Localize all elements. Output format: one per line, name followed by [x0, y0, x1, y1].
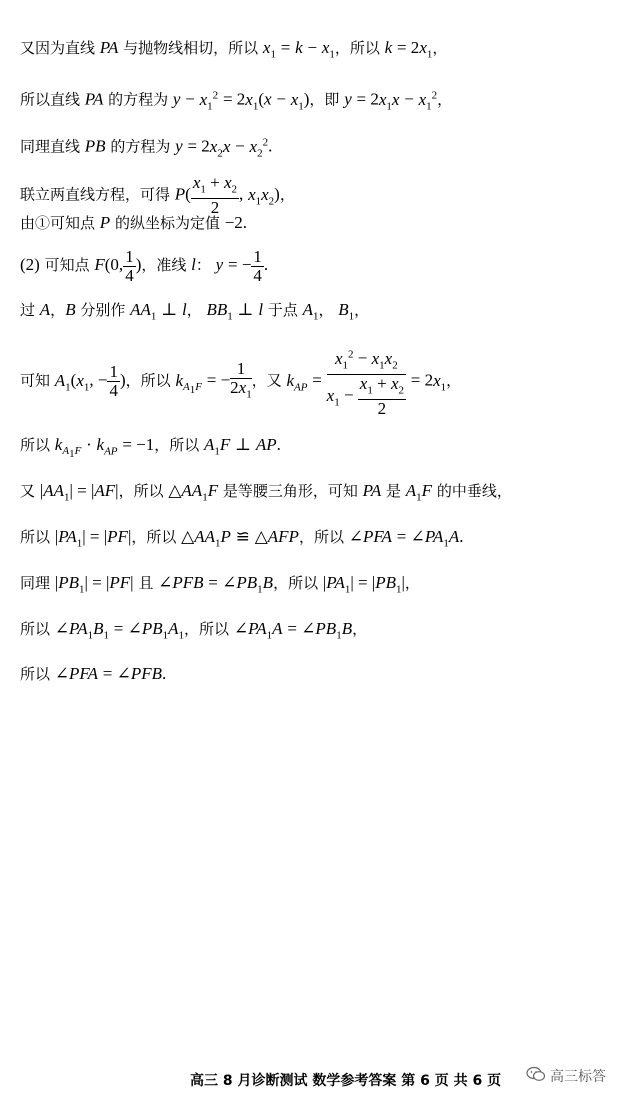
line-4: 联立两直线方程，可得 P( $\frac{x_1 + x_2}{2}$ , $x_1x_2$)，	[20, 173, 295, 218]
line-3: 同理直线 PB 的方程为 $y = 2x_2x - x_2^2$.	[20, 136, 273, 160]
line-13: 所以 $\angle PA_1B_1$ = $\angle PB_1A_1$，所以 $\angle PA_1A$ = $\angle PB_1B$，	[20, 619, 368, 642]
wechat-icon	[526, 1066, 550, 1086]
line-12: 同理 $|PB_1| = |PF|$ 且 ∠PFB = $\angle PB_1B$，所以 $|PA_1| = |PB_1|$，	[20, 573, 420, 596]
line-11: 所以 $|PA_1| = |PF|$，所以 $\triangle AA_1P$ ≌ △AFP，所以 ∠PFA = $\angle PA_1A$.	[20, 527, 464, 550]
page-footer: 高三 8 月诊断测试 数学参考答案 第 6 页 共 6 页	[190, 1073, 502, 1089]
watermark-text: 高三标答	[550, 1069, 606, 1085]
line-6: (2) 可知点 F(0, $\frac{1}{4}$ )，准线 l： y = − $\frac{1}{4}$ .	[20, 246, 269, 285]
watermark	[526, 1066, 606, 1086]
line-10: 又 $|AA_1| = |AF|$，所以 $\triangle AA_1F$ 是等腰三角形，可知 PA 是 $A_1F$ 的中垂线，	[20, 481, 512, 504]
line-7: 过 A，B 分别作 $AA_1$ ⊥ l， $BB_1$ ⊥ l 于点 $A_1$， $B_1$，	[20, 300, 370, 323]
line-8: 可知 $A_1(x_1$, − $\frac{1}{4}$ )，所以 $k_{A_1F}$ = − $\frac{1}{2x_1}$ ，又 $k_{AP}$ = $x_1^2 - x_1x_2$ $x_1$ − $\frac{x_1 + x_2}{2}$ = $2x_1$，	[20, 345, 461, 422]
line-1: 又因为直线 PA 与抛物线相切，所以 $x_1 = k - x_1$，所以 $k = 2x_1$，	[20, 38, 448, 61]
line-5: 由①可知点 P 的纵坐标为定值 −2.	[20, 213, 248, 232]
line-2: 所以直线 PA 的方程为 $y - x_1^2 = 2x_1(x - x_1)$，即 $y = 2x_1x - x_1^2$，	[20, 89, 453, 113]
line-14: 所以 ∠PFA = ∠PFB.	[20, 664, 167, 683]
line-9: 所以 $k_{A_1F} \cdot k_{AP} = -1$，所以 $A_1F$ ⊥ AP.	[20, 435, 281, 461]
